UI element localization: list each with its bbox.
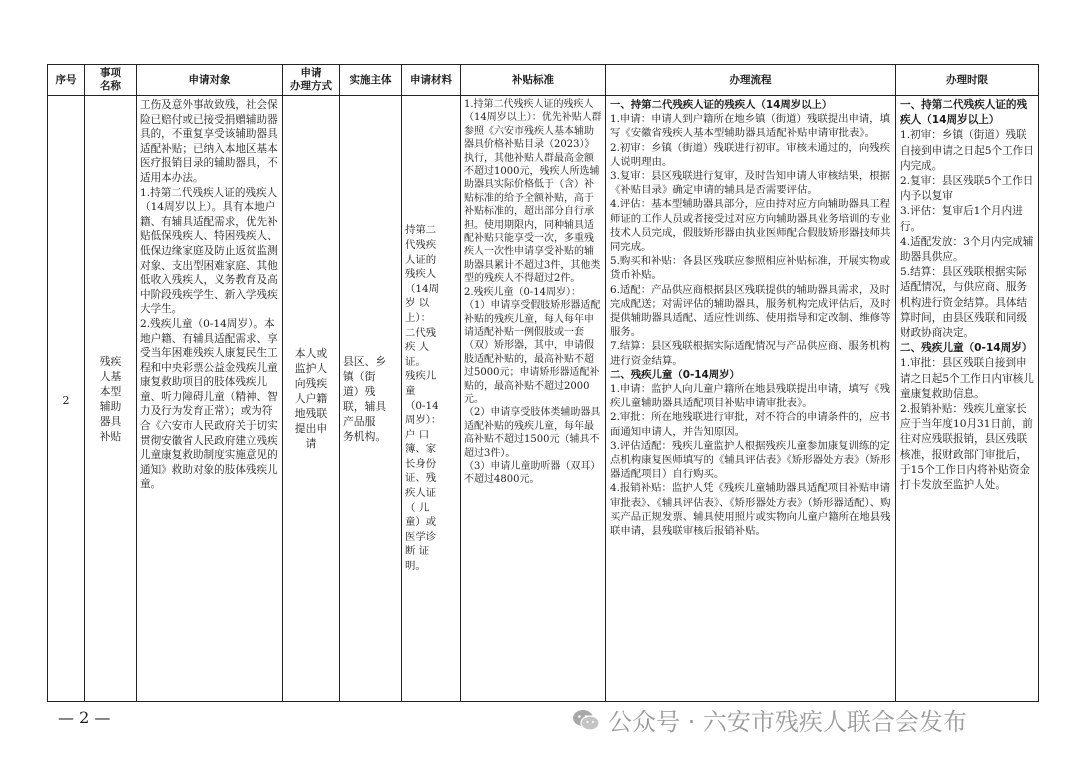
subject-text: 县区、乡 镇（街 道）残 联，辅具 产品服 务机构。 — [343, 354, 387, 443]
header-item: 事项 名称 — [85, 65, 137, 96]
cell-target — [137, 96, 283, 702]
time-step: 4.适配发放：3个月内完成辅助器具供应。 — [900, 235, 1034, 264]
watermark-text: 公众号 · 六安市残疾人联合会发布 — [608, 708, 967, 736]
subsidy-table — [47, 64, 1039, 702]
time-heading: 一、持第二代残疾人证的残疾人（14周岁以上） — [900, 99, 1028, 127]
process-step: 7.结算：县区残联根据实际适配情况与产品供应商、服务机构进行资金结算。 — [610, 340, 891, 367]
process-step: 3.复审：县区残联进行复审，及时告知申请人审核结果，根据《补贴目录》确定申请的辅具是否需要评估。 — [610, 170, 891, 197]
header-no: 序号 — [48, 65, 85, 96]
time-step: 2.报销补贴：残疾儿童家长应于当年度10月31日前，前往对应残联报销，县区残联核准，报财政部门审批后，于15个工作日内将补贴资金打卡发放至监护人处。 — [900, 403, 1033, 492]
time-heading: 二、残疾儿童（0-14周岁） — [900, 342, 1033, 355]
materials-text: 持第二 代残疾 人证的 残疾人 （14周 岁 以 上）： 二代残 疾 人 证。 残疾儿 童 （0-14 周岁）： 户 口 簿、家 长身份 证、残 疾人证 （ 儿 童）或 医学诊 断 证 明。 — [405, 224, 442, 573]
header-materials: 申请材料 — [402, 65, 461, 96]
cell-standard — [461, 96, 606, 702]
process-step: 1.申请：监护人向儿童户籍所在地县残联提出申请，填写《残疾儿童辅助器具适配项目补贴申请审批表》。 — [610, 383, 891, 410]
header-target: 申请对象 — [137, 65, 283, 96]
header-subject: 实施主体 — [340, 65, 402, 96]
process-step: 6.适配：产品供应商根据县区残联提供的辅助器具需求，及时完成配送；对需评估的辅助器具，服务机构完成评估后，及时提供辅助器具适配、适应性训练、使用指导和定改制、维修等服务。 — [610, 283, 891, 339]
process-step: 2.初审：乡镇（街道）残联进行初审。审核未通过的，向残疾人说明理由。 — [610, 141, 891, 168]
wechat-icon — [572, 708, 600, 732]
cell-time — [896, 96, 1039, 702]
page-number: — 2 — — [58, 708, 111, 727]
item-name: 残疾 人基 本型 辅助 器具 补贴 — [99, 354, 122, 443]
cell-method — [283, 96, 340, 702]
process-heading: 二、残疾儿童（0-14周岁） — [610, 368, 740, 381]
process-step: 2.审批：所在地残联进行审批，对不符合的申请条件的，应书面通知申请人，并告知原因。 — [610, 411, 891, 438]
time-step: 1.审批：县区残联自接到申请之日起5个工作日内审核儿童康复救助信息。 — [900, 357, 1034, 400]
target-text: 工伤及意外事故致残，社会保险已赔付或已接受捐赠辅助器具的，不重复享受该辅助器具适配补贴；已纳入本地区基本医疗报销目录的辅助器具，不适用本办法。 1.持第二代残疾人证的残疾人（14周岁以上）。具有本地户籍、有辅具适配需求，优先补贴低保残疾人、特困残疾人、低保边缘家庭及防止返贫监测对象、支出型困难家庭、其他低收入残疾人，义务教育及高中阶段残疾学生、新入学残疾大学生。 2.残疾儿童（0-14周岁）。本地户籍、有辅具适配需求、享受当年困难残疾人康复民生工程和中央彩票公益金残疾儿童康复救助项目的肢体残疾儿童、听力障碍儿童（精神、智力及行为发育正常）；或为符合《六安市人民政府关于切实贯彻安徽省人民政府建立残疾儿童康复救助制度实施意见的通知》救助对象的肢体残疾儿童。 — [140, 99, 278, 491]
process-step: 3.评估适配：残疾儿童监护人根据残疾儿童参加康复训练的定点机构康复医师填写的《辅具评估表》《矫形器处方表》（矫形器适配项目）自行购买。 — [610, 439, 891, 481]
process-step: 4.报销补贴：监护人凭《残疾儿童辅助器具适配项目补贴申请审批表》、《辅具评估表》、《矫形器处方表》（矫形器适配）、购买产品正规发票、辅具使用照片或实物向儿童户籍所在地县残联申请，县残联审核后报销补贴。 — [610, 482, 891, 538]
header-standard: 补贴标准 — [461, 65, 606, 96]
standard-text: 1.持第二代残疾人证的残疾人（14周岁以上）：优先补贴人群参照《六安市残疾人基本辅助器具价格补贴目录（2023）》执行，其他补贴人群最高金额不超过1000元，残疾人所选辅助器具实际价格低于（含）补贴标准的给予全额补贴，高于补贴标准的，超出部分自行承担。使用期限内，同种辅具适配补贴只能享受一次，多重残疾人一次性申请享受补贴的辅助器具累计不超过3件，其他类型的残疾人不得超过2件。 2.残疾儿童（0-14周岁）： （1）申请享受假肢矫形器适配补贴的残疾儿童，每人每年申请适配补贴一例假肢或一套（双）矫形器，其中，申请假肢适配补贴的，最高补贴不超过5000元；申请矫形器适配补贴的，最高补贴不超过2000元。 （2）申请享受肢体类辅助器具适配补贴的残疾儿童，每年最高补贴不超过1500元（辅具不超过3件）。 （3）申请儿童助听器（双耳）不超过4800元。 — [464, 99, 602, 486]
time-step: 5.结算：县区残联根据实际适配情况，与供应商、服务机构进行资金结算。具体结算时间，由县区残联和同级财政协商决定。 — [900, 266, 1028, 340]
process-step: 4.评估：基本型辅助器具部分，应由持对应方向辅助器具工程师证的工作人员或者接受过对应方向辅助器具业务培训的专业技术人员完成，假肢矫形器由执业医师配合假肢矫形器技师共同完成。 — [610, 198, 891, 254]
watermark — [572, 702, 967, 737]
process-heading: 一、持第二代残疾人证的残疾人（14周岁以上） — [610, 99, 833, 111]
header-method: 申请 办理方式 — [283, 65, 340, 96]
header-time: 办理时限 — [896, 65, 1039, 96]
cell-no — [48, 96, 85, 702]
time-text — [896, 96, 1038, 495]
cell-subject — [340, 96, 402, 702]
time-step: 3.评估：复审后1个月内进行。 — [900, 205, 1023, 233]
cell-process — [606, 96, 896, 702]
time-step: 1.初审：乡镇（街道）残联自接到申请之日起5个工作日内完成。 — [900, 129, 1034, 172]
method-text: 本人或 监护人 向残疾 人户籍 地残联 提出申 请 — [294, 347, 328, 450]
process-text — [606, 96, 895, 540]
cell-materials — [402, 96, 461, 702]
row-number: 2 — [62, 394, 70, 407]
header-process: 办理流程 — [606, 65, 896, 96]
time-step: 2.复审：县区残联5个工作日内予以复审 — [900, 175, 1034, 203]
table-row — [48, 96, 1039, 702]
table-header-row — [48, 65, 1039, 96]
process-step: 1.申请：申请人到户籍所在地乡镇（街道）残联提出申请，填写《安徽省残疾人基本型辅助器具适配补贴申请审批表》。 — [610, 113, 891, 140]
cell-item — [85, 96, 137, 702]
process-step: 5.购买和补贴：各县区残联应参照相应补贴标准，开展实物或货币补贴。 — [610, 255, 891, 282]
